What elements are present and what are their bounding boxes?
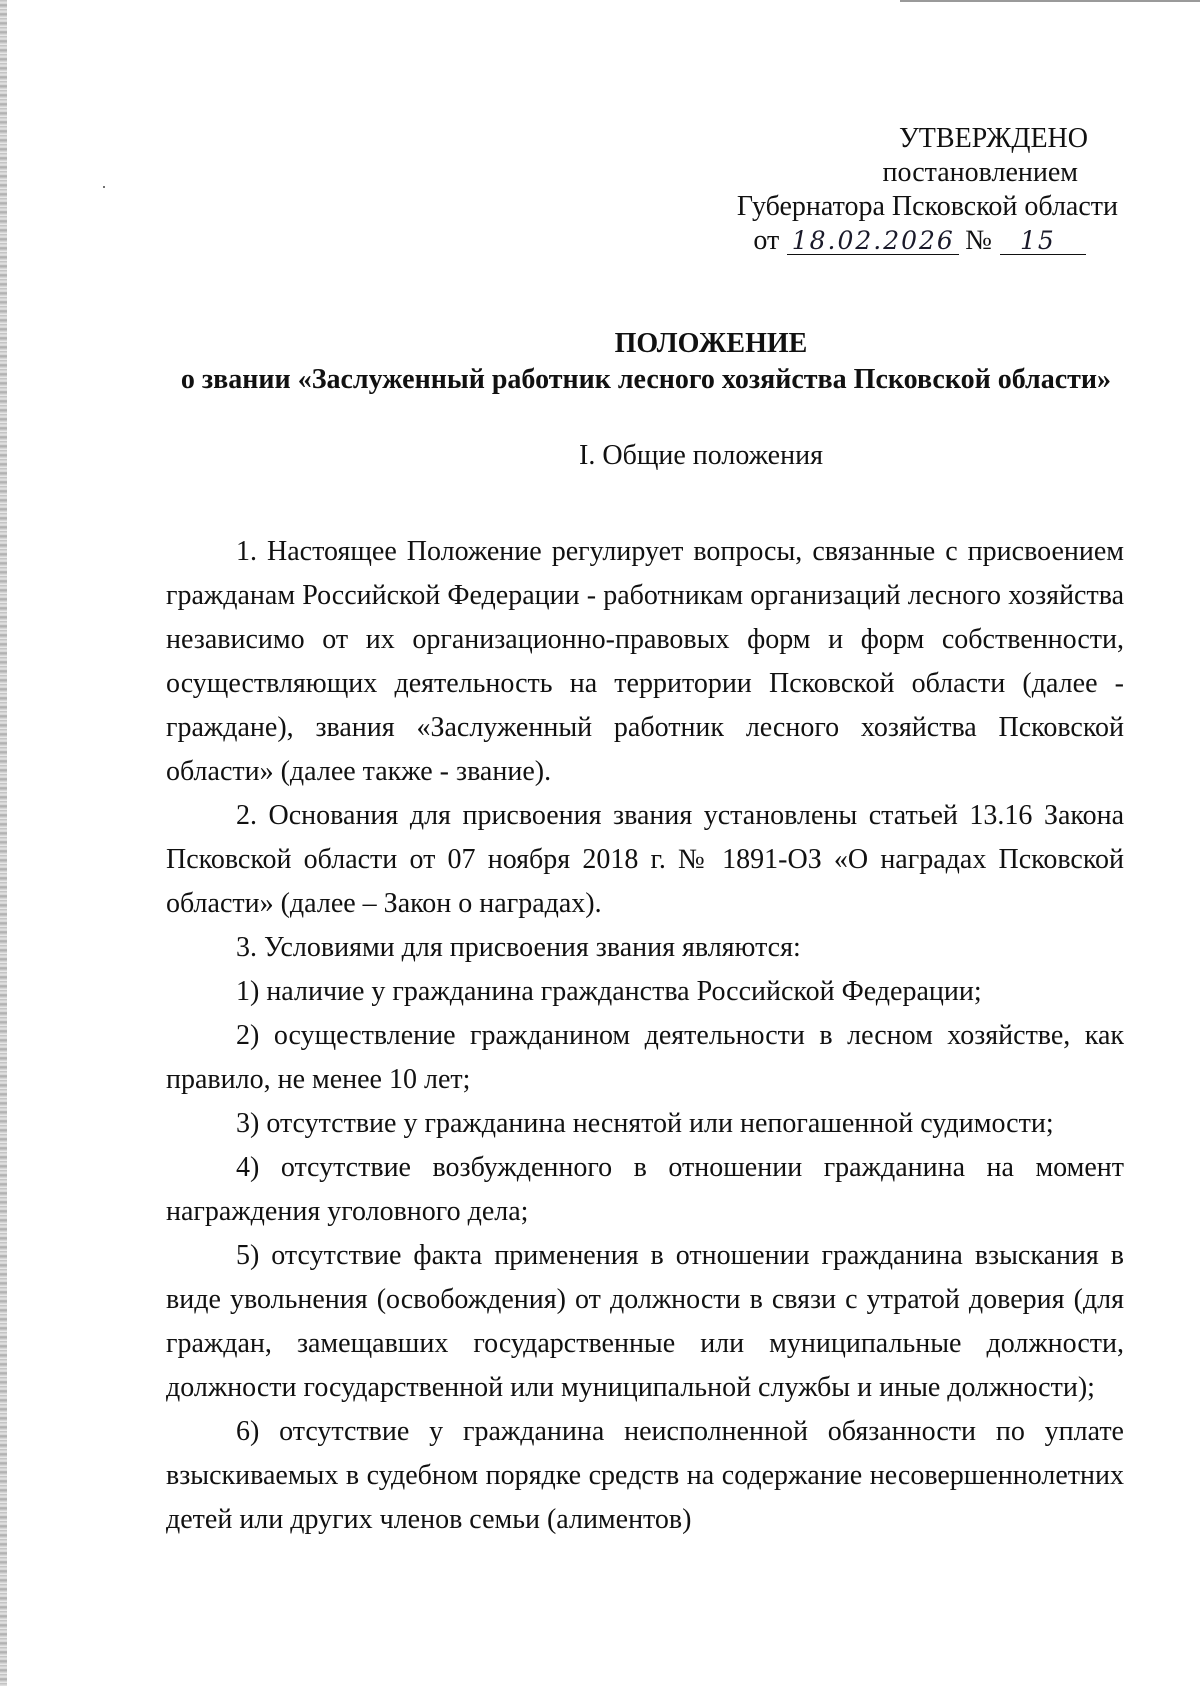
condition-6: 6) отсутствие у гражданина неисполненной обязанности по уплате взыскиваемых в судебном порядке средств на содержание несовершеннолетних детей или других членов семьи (алиментов) [166,1416,1124,1535]
approval-approved: УТВЕРЖДЕНО [898,123,1088,154]
condition-3: 3) отсутствие у гражданина неснятой или непогашенной судимости; [236,1108,1054,1139]
document-title [166,326,1126,398]
paragraph-2: 2. Основания для присвоения звания установлены статьей 13.16 Закона Псковской области от 07 ноября 2018 г. № 1891-ОЗ «О наградах Псковской области» (далее – Закон о наградах). [166,800,1124,919]
handwritten-date: 18.02.2026 [787,228,959,255]
handwritten-number: 15 [1000,228,1086,255]
date-prefix: от [753,225,780,256]
approval-block [698,122,1118,258]
approval-by: постановлением [882,157,1078,188]
section-heading: I. Общие положения [579,440,823,471]
approval-authority: Губернатора Псковской области [736,191,1118,222]
scan-top-edge [900,0,1200,2]
scan-speck [103,186,105,188]
scan-edge [0,0,7,1686]
number-sign: № [965,225,992,256]
condition-5: 5) отсутствие факта применения в отношении гражданина взыскания в виде увольнения (освобождения) от должности в связи с утратой доверия (для граждан, замещавших государственные или муниципальные должности, должности государственной или муниципальной службы и иные должности); [166,1240,1124,1403]
paragraph-1: 1. Настоящее Положение регулирует вопросы, связанные с присвоением гражданам Российской Федерации - работникам организаций лесного хозяйства независимо от их организационно-правовых форм и форм собственности, осуществляющих деятельность на территории Псковской области (далее - граждане), звания «Заслуженный работник лесного хозяйства Псковской области» (далее также - звание). [166,536,1124,787]
approval-date-line [698,224,1118,258]
condition-4: 4) отсутствие возбужденного в отношении гражданина на момент награждения уголовного дела; [166,1152,1124,1227]
document-body [166,530,1124,1542]
condition-2: 2) осуществление гражданином деятельности в лесном хозяйстве, как правило, не менее 10 лет; [166,1020,1124,1095]
condition-1: 1) наличие у гражданина гражданства Российской Федерации; [236,976,982,1007]
paragraph-3: 3. Условиями для присвоения звания являются: [236,932,801,963]
title-subheading: о звании «Заслуженный работник лесного хозяйства Псковской области» [180,364,1112,395]
title-heading: ПОЛОЖЕНИЕ [614,328,808,359]
